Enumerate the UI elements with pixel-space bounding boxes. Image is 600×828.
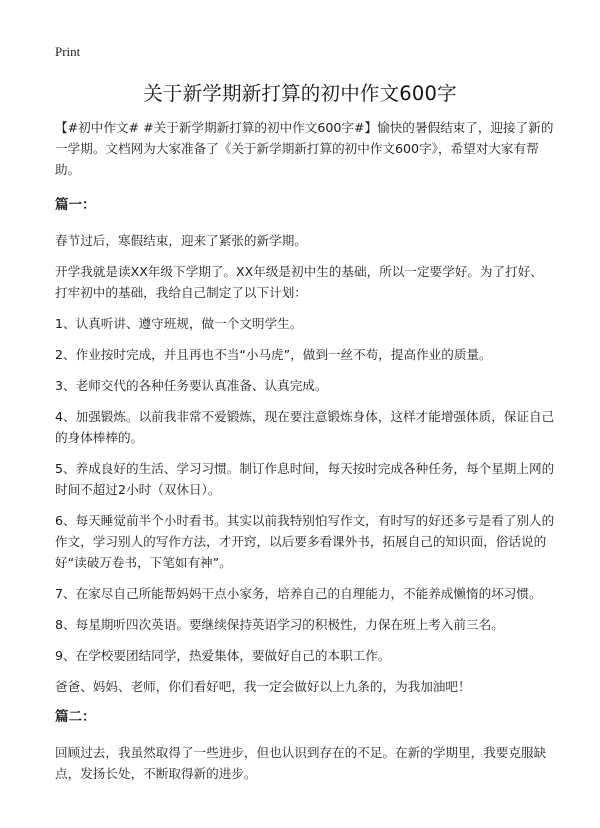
list-item-7: 7、在家尽自己所能帮妈妈干点小家务，培养自己的自理能力，不能养成懒惰的坏习惯。 [55,586,542,601]
paragraph: 春节过后，寒假结束，迎来了紧张的新学期。 [55,233,307,248]
print-link[interactable]: Print [55,44,81,59]
article-body [55,117,555,794]
intro-paragraph: 【#初中作文# #关于新学期新打算的初中作文600字#】愉快的暑假结束了，迎接了新的一学期。文档网为大家准备了《关于新学期新打算的初中作文600字》，希望对大家有帮助。 [55,120,554,177]
paragraph: 开学我就是读XX年级下学期了。XX年级是初中生的基础，所以一定要学好。为了打好、打牢初中的基础，我给自己制定了以下计划： [55,264,543,300]
list-item-8: 8、每星期听四次英语。要继续保持英语学习的积极性，力保在班上考入前三名。 [55,617,504,632]
list-item-4: 4、加强锻炼。以前我非常不爱锻炼，现在要注意锻炼身体，这样才能增强体质，保证自己的身体棒棒的。 [55,409,555,445]
page-title: 关于新学期新打算的初中作文600字 [143,82,457,105]
list-item-3: 3、老师交代的各种任务要认真准备、认真完成。 [55,378,328,393]
list-item-2: 2、作业按时完成，并且再也不当“小马虎”，做到一丝不苟，提高作业的质量。 [55,347,492,362]
closing-paragraph: 爸爸、妈妈、老师，你们看好吧，我一定会做好以上九条的，为我加油吧！ [55,679,471,694]
section-2-heading: 篇二： [55,709,96,725]
list-item-6: 6、每天睡觉前半个小时看书。其实以前我特别怕写作文，有时写的好还多亏是看了别人的作文，学习别人的写作方法，才开窍，以后要多看课外书，拓展自己的知识面，俗话说的好“读破万卷书，下笔如有神”。 [55,513,555,570]
list-item-5: 5、养成良好的生活、学习习惯。制订作息时间，每天按时完成各种任务，每个星期上网的时间不超过2小时（双休日）。 [55,461,555,497]
paragraph: 回顾过去，我虽然取得了一些进步，但也认识到存在的不足。在新的学期里，我要克服缺点，发扬长处，不断取得新的进步。 [55,745,547,781]
list-item-1: 1、认真听讲、遵守班规，做一个文明学生。 [55,316,303,331]
section-1-heading: 篇一： [55,197,96,213]
list-item-9: 9、在学校要团结同学，热爱集体，要做好自己的本职工作。 [55,648,391,663]
